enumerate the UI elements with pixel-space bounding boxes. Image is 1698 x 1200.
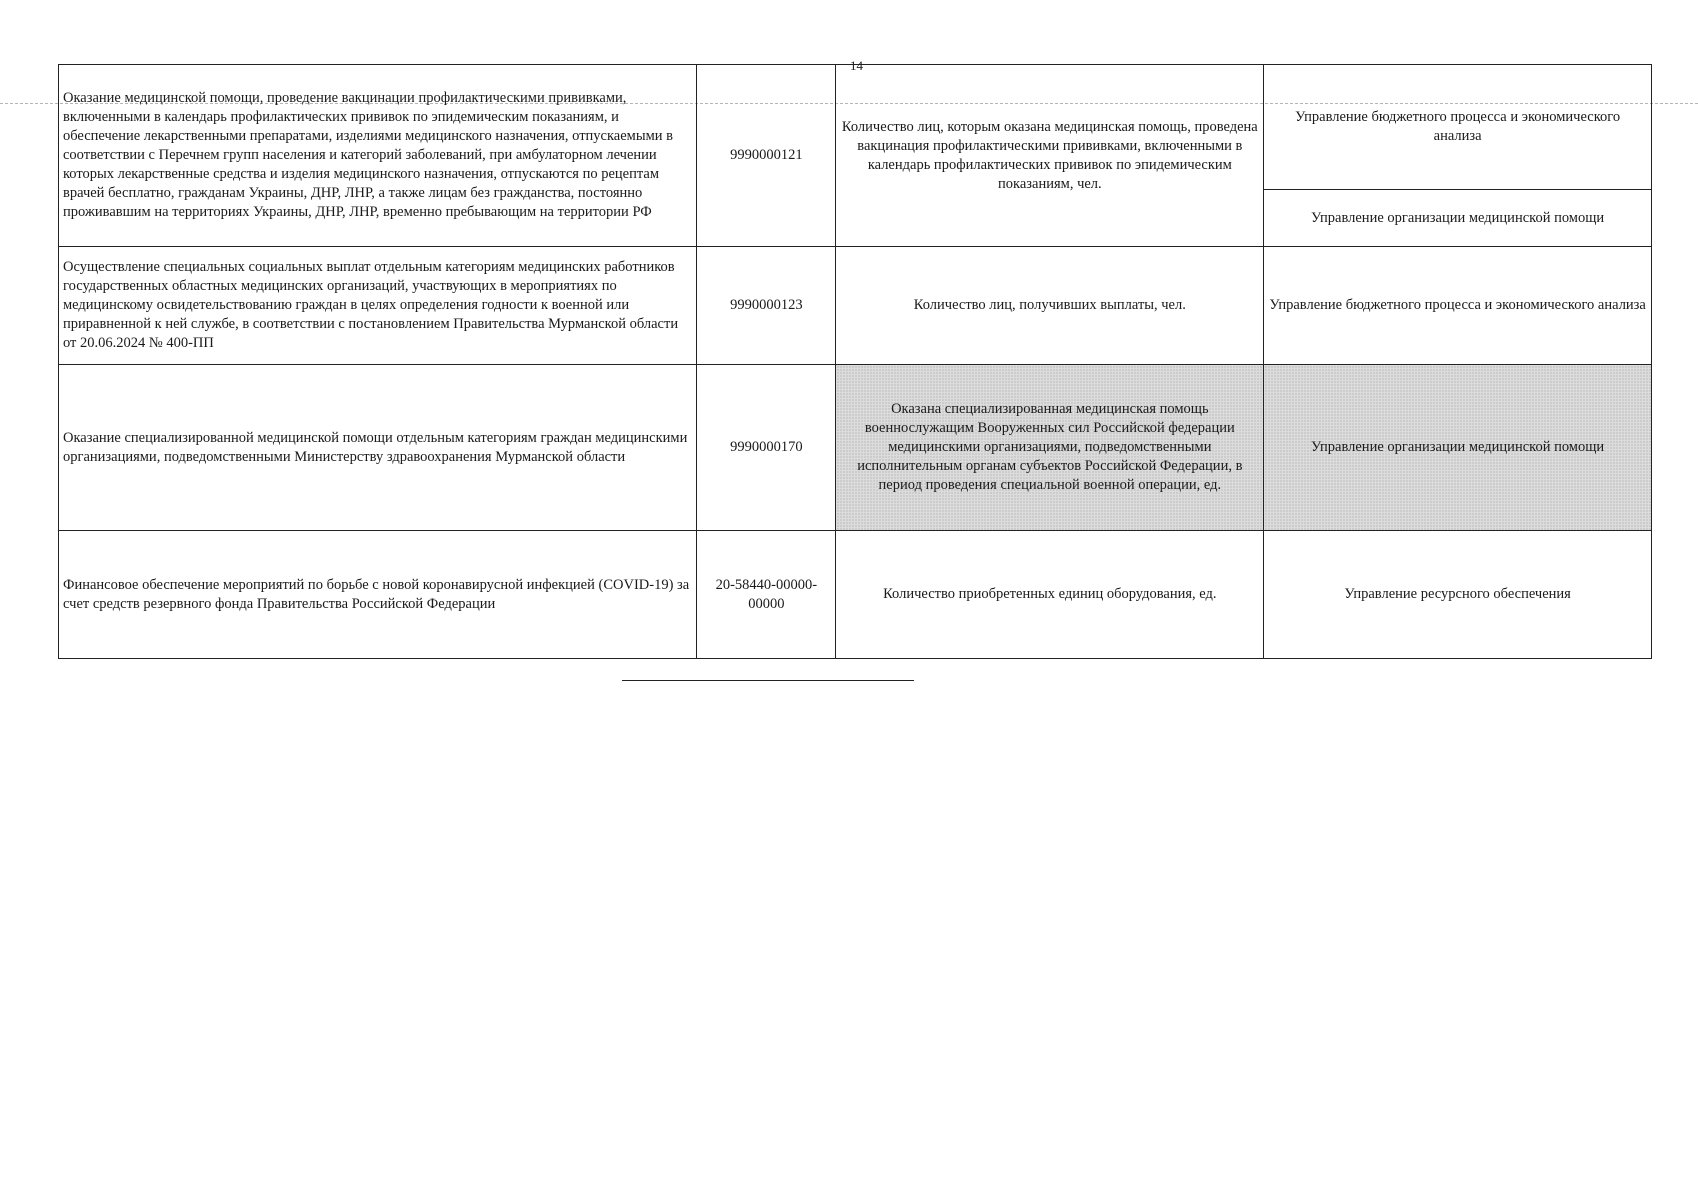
measures-table (58, 64, 1652, 659)
indicator-cell: Оказана специализированная медицинская помощь военнослужащим Вооруженных сил Российской федерации медицинскими организациями, подведомственными исполнительным органам субъектов Российской Федерации, в период проведения специальной военной операции, ед. (836, 365, 1264, 531)
code-cell: 9990000123 (697, 247, 836, 365)
closing-rule (622, 680, 914, 681)
responsible-cell (1264, 65, 1652, 247)
responsible-unit: Управление организации медицинской помощи (1311, 209, 1605, 226)
event-cell: Финансовое обеспечение мероприятий по борьбе с новой коронавирусной инфекцией (COVID-19) за счет средств резервного фонда Правительства Российской Федерации (59, 531, 697, 659)
table-row (59, 531, 1652, 659)
event-cell: Оказание специализированной медицинской помощи отдельным категориям граждан медицинскими организациями, подведомственными Министерству здравоохранения Мурманской области (59, 365, 697, 531)
table-row (59, 247, 1652, 365)
responsible-unit: Управление бюджетного процесса и экономического анализа (1264, 65, 1651, 190)
code-cell: 20-58440-00000-00000 (697, 531, 836, 659)
page-number: 14 (850, 58, 863, 73)
indicator-cell: Количество приобретенных единиц оборудования, ед. (836, 531, 1264, 659)
indicator-cell: Количество лиц, которым оказана медицинская помощь, проведена вакцинация профилактическими прививками, включенными в календарь профилактических прививок по эпидемическим показаниям, чел. (836, 65, 1264, 247)
table-row (59, 365, 1652, 531)
code-cell: 9990000121 (697, 65, 836, 247)
responsible-cell: Управление ресурсного обеспечения (1264, 531, 1652, 659)
event-cell: Оказание медицинской помощи, проведение вакцинации профилактическими прививками, включенными в календарь профилактических прививок по эпидемическим показаниям, и обеспечение лекарственными препаратами, изделиями медицинского назначения, отпускаемыми в соответствии с Перечнем групп населения и категорий заболеваний, при амбулаторном лечении которых лекарственные средства и изделия медицинского назначения, отпускаются по рецептам врачей бесплатно, гражданам Украины, ДНР, ЛНР, а также лицам без гражданства, постоянно проживавшим на территориях Украины, ДНР, ЛНР, временно пребывающим на территории РФ (59, 65, 697, 247)
responsible-cell: Управление бюджетного процесса и экономического анализа (1264, 247, 1652, 365)
event-cell: Осуществление специальных социальных выплат отдельным категориям медицинских работников государственных областных медицинских организаций, участвующих в мероприятиях по медицинскому освидетельствованию граждан в целях определения годности к военной или приравненной к ней службе, в соответствии с постановлением Правительства Мурманской области от 20.06.2024 № 400-ПП (59, 247, 697, 365)
responsible-cell: Управление организации медицинской помощи (1264, 365, 1652, 531)
indicator-cell: Количество лиц, получивших выплаты, чел. (836, 247, 1264, 365)
table-row (59, 65, 1652, 247)
code-cell: 9990000170 (697, 365, 836, 531)
